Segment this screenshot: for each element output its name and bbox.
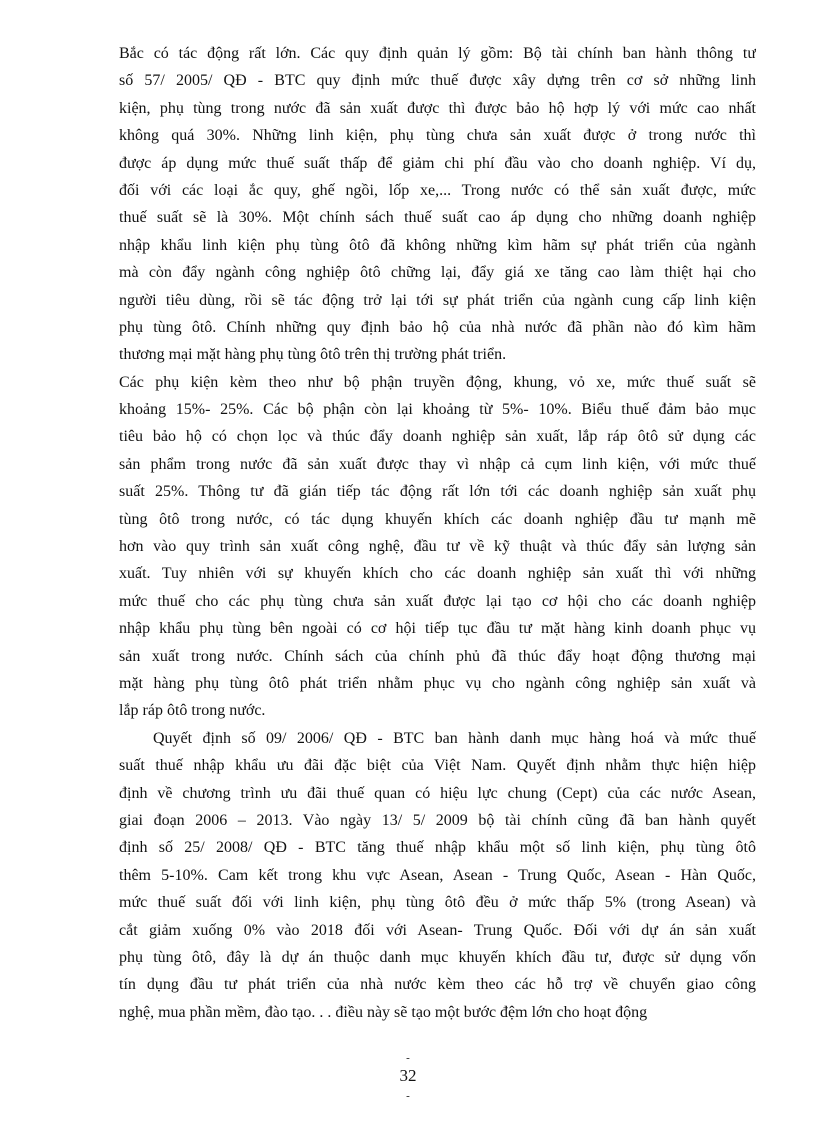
text-line: cắt giảm xuống 0% vào 2018 đối với Asean- Trung Quốc. Đối với dự án sản xuất (119, 921, 756, 939)
text-line: Quyết định số 09/ 2006/ QĐ - BTC ban hành danh mục hàng hoá và mức thuế (153, 729, 756, 747)
text-line: mức thuế suất đối với linh kiện, phụ tùng ôtô đều ở mức thấp 5% (trong Asean) và (119, 894, 756, 912)
text-line: kiện, phụ tùng trong nước đã sản xuất được thì được bảo hộ hợp lý với mức cao nhất (119, 99, 756, 117)
text-line: thương mại mặt hàng phụ tùng ôtô trên thị trường phát triển. (119, 346, 507, 364)
text-line: suất thuế nhập khẩu ưu đãi đặc biệt của Việt Nam. Quyết định nhằm thực hiện hiệp (119, 757, 756, 775)
footer-dash-top: - (406, 1052, 410, 1064)
text-line: số 57/ 2005/ QĐ - BTC quy định mức thuế được xây dựng trên cơ sở những linh (119, 72, 756, 90)
paragraph (119, 369, 756, 725)
text-line: đối với các loại ắc quy, ghế ngồi, lốp xe,... Trong nước có thể sản xuất được, mức (119, 181, 756, 199)
text-line: nhập khẩu linh kiện phụ tùng ôtô đã không những kìm hãm sự phát triển của ngành (119, 236, 756, 254)
text-line: giai đoạn 2006 – 2013. Vào ngày 13/ 5/ 2009 bộ tài chính cũng đã ban hành quyết (119, 811, 756, 829)
text-line: nghệ, mua phần mềm, đào tạo. . . điều này sẽ tạo một bước đệm lớn cho hoạt động (119, 1003, 648, 1021)
text-line: được áp dụng mức thuế suất thấp để giảm chi phí đầu vào cho doanh nghiệp. Ví dụ, (119, 154, 756, 172)
paragraph (119, 40, 756, 369)
text-line: tùng ôtô trong nước, có tác dụng khuyến khích các doanh nghiệp đầu tư mạnh mẽ (119, 510, 756, 528)
text-line: định về chương trình ưu đãi thuế quan có hiệu lực chung (Cept) của các nước Asean, (119, 784, 756, 802)
text-line: mặt hàng phụ tùng ôtô phát triển nhằm phục vụ cho ngành công nghiệp sản xuất và (119, 674, 756, 692)
text-line: người tiêu dùng, rồi sẽ tác động trở lại tới sự phát triển của ngành cung cấp linh kiện (119, 291, 756, 309)
text-line: phụ tùng ôtô, đây là dự án thuộc danh mục khuyến khích đầu tư, được sử dụng vốn (119, 948, 756, 966)
text-line: thuế suất sẽ là 30%. Một chính sách thuế suất cao áp dụng cho những doanh nghiệp (119, 209, 756, 227)
text-line: Bắc có tác động rất lớn. Các quy định quản lý gồm: Bộ tài chính ban hành thông tư (119, 45, 756, 62)
text-line: Các phụ kiện kèm theo như bộ phận truyền động, khung, vỏ xe, mức thuế suất sẽ (119, 373, 756, 391)
text-line: hơn vào quy trình sản xuất công nghệ, đầu tư về kỹ thuật và thúc đẩy sản lượng sản (119, 538, 756, 556)
text-line: tín dụng đầu tư phát triển của nhà nước kèm theo các hỗ trợ về chuyển giao công (119, 976, 756, 994)
text-line: nhập khẩu phụ tùng bên ngoài có cơ hội tiếp tục đầu tư mặt hàng kinh doanh phục vụ (119, 620, 756, 638)
footer-dash-bottom: - (406, 1090, 410, 1102)
page-number: 32 (399, 1066, 417, 1085)
text-line: định số 25/ 2008/ QĐ - BTC tăng thuế nhập khẩu một số linh kiện, phụ tùng ôtô (119, 839, 756, 857)
text-line: thêm 5-10%. Cam kết trong khu vực Asean, Asean - Trung Quốc, Asean - Hàn Quốc, (119, 866, 756, 884)
document-body (119, 40, 756, 1026)
text-line: xuất. Tuy nhiên với sự khuyến khích cho các doanh nghiệp sản xuất thì với những (119, 565, 756, 583)
text-line: lắp ráp ôtô trong nước. (119, 702, 266, 720)
text-line: sản phẩm trong nước đã sản xuất được thay vì nhập cả cụm linh kiện, với mức thuế (119, 455, 756, 473)
text-line: phụ tùng ôtô. Chính những quy định bảo hộ của nhà nước đã phần nào đó kìm hãm (119, 318, 756, 336)
text-line: mà còn đẩy ngành công nghiệp ôtô chững lại, đẩy giá xe tăng cao làm thiệt hại cho (119, 264, 756, 282)
text-line: sản xuất trong nước. Chính sách của chính phủ đã thúc đẩy hoạt động thương mại (119, 647, 756, 665)
text-line: không quá 30%. Những linh kiện, phụ tùng chưa sản xuất được ở trong nước thì (119, 127, 756, 145)
text-line: khoảng 15%- 25%. Các bộ phận còn lại khoảng từ 5%- 10%. Biểu thuế đảm bảo mục (119, 401, 756, 419)
text-line: tiêu bảo hộ có chọn lọc và thúc đẩy doanh nghiệp sản xuất, lắp ráp ôtô sử dụng các (119, 428, 756, 446)
text-line: mức thuế cho các phụ tùng chưa sản xuất được lại tạo cơ hội cho các doanh nghiệp (119, 592, 756, 610)
paragraph (119, 725, 756, 1026)
text-line: suất 25%. Thông tư đã gián tiếp tác động rất lớn tới các doanh nghiệp sản xuất phụ (119, 483, 756, 501)
